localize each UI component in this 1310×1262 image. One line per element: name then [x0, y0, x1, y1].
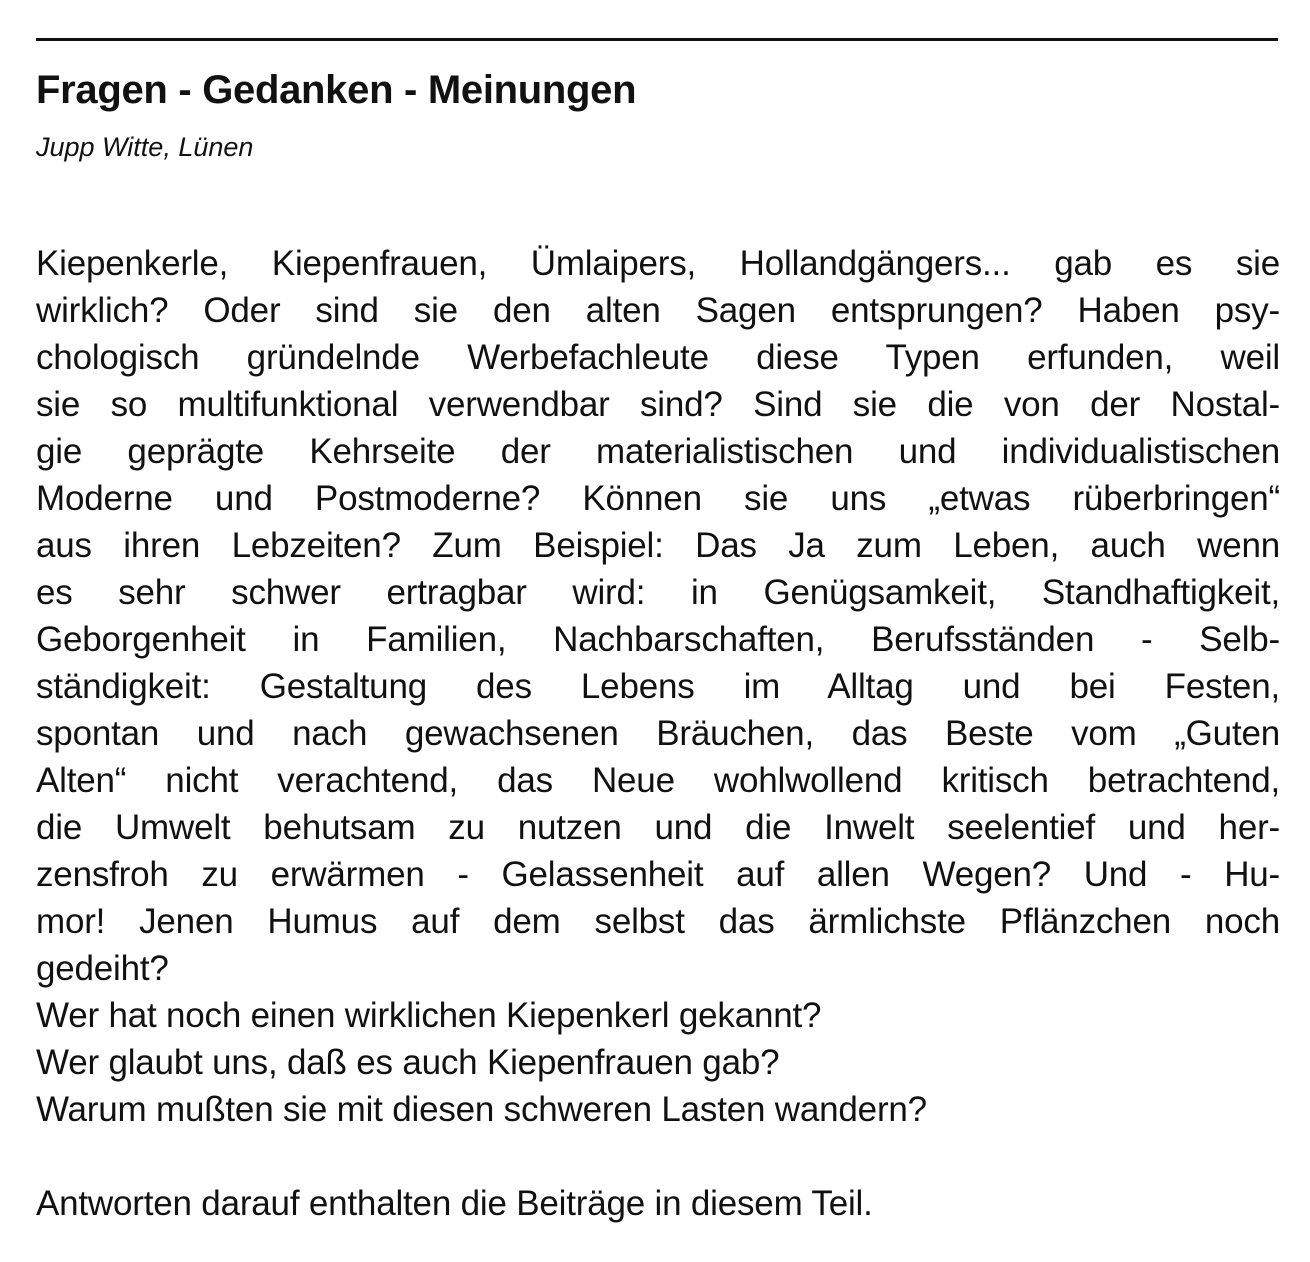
- body-line: mor! Jenen Humus auf dem selbst das ärmlichste Pflänzchen noch: [36, 902, 1280, 941]
- closing-line: Antworten darauf enthalten die Beiträge in diesem Teil.: [36, 1184, 873, 1223]
- body-line: chologisch gründelnde Werbefachleute diese Typen erfunden, weil: [36, 338, 1280, 377]
- body-line: ständigkeit: Gestaltung des Lebens im Alltag und bei Festen,: [36, 667, 1280, 706]
- article-author: Jupp Witte, Lünen: [36, 132, 254, 162]
- question-line: Wer hat noch einen wirklichen Kiepenkerl gekannt?: [36, 996, 822, 1035]
- body-line: gedeiht?: [36, 949, 169, 988]
- article-title: Fragen - Gedanken - Meinungen: [36, 68, 637, 112]
- body-line: Kiepenkerle, Kiepenfrauen, Ümlaipers, Hollandgängers... gab es sie: [36, 244, 1280, 283]
- body-line: Alten“ nicht verachtend, das Neue wohlwollend kritisch betrachtend,: [36, 761, 1280, 800]
- body-line: sie so multifunktional verwendbar sind? Sind sie die von der Nostal-: [36, 385, 1280, 424]
- body-line: aus ihren Lebzeiten? Zum Beispiel: Das Ja zum Leben, auch wenn: [36, 526, 1280, 565]
- body-line: Moderne und Postmoderne? Können sie uns „etwas rüberbringen“: [36, 479, 1280, 518]
- body-line: zensfroh zu erwärmen - Gelassenheit auf allen Wegen? Und - Hu-: [36, 855, 1280, 894]
- body-line: es sehr schwer ertragbar wird: in Genügsamkeit, Standhaftigkeit,: [36, 573, 1280, 612]
- article-body: [36, 240, 1280, 1227]
- body-line: Geborgenheit in Familien, Nachbarschaften, Berufsständen - Selb-: [36, 620, 1280, 659]
- body-line: gie geprägte Kehrseite der materialistischen und individualistischen: [36, 432, 1280, 471]
- body-line: spontan und nach gewachsenen Bräuchen, das Beste vom „Guten: [36, 714, 1280, 753]
- body-line: die Umwelt behutsam zu nutzen und die Inwelt seelentief und her-: [36, 808, 1280, 847]
- top-rule: [36, 38, 1278, 41]
- question-line: Warum mußten sie mit diesen schweren Lasten wandern?: [36, 1090, 927, 1129]
- paragraph-gap: [36, 1133, 1280, 1180]
- body-line: wirklich? Oder sind sie den alten Sagen entsprungen? Haben psy-: [36, 291, 1280, 330]
- question-line: Wer glaubt uns, daß es auch Kiepenfrauen gab?: [36, 1043, 780, 1082]
